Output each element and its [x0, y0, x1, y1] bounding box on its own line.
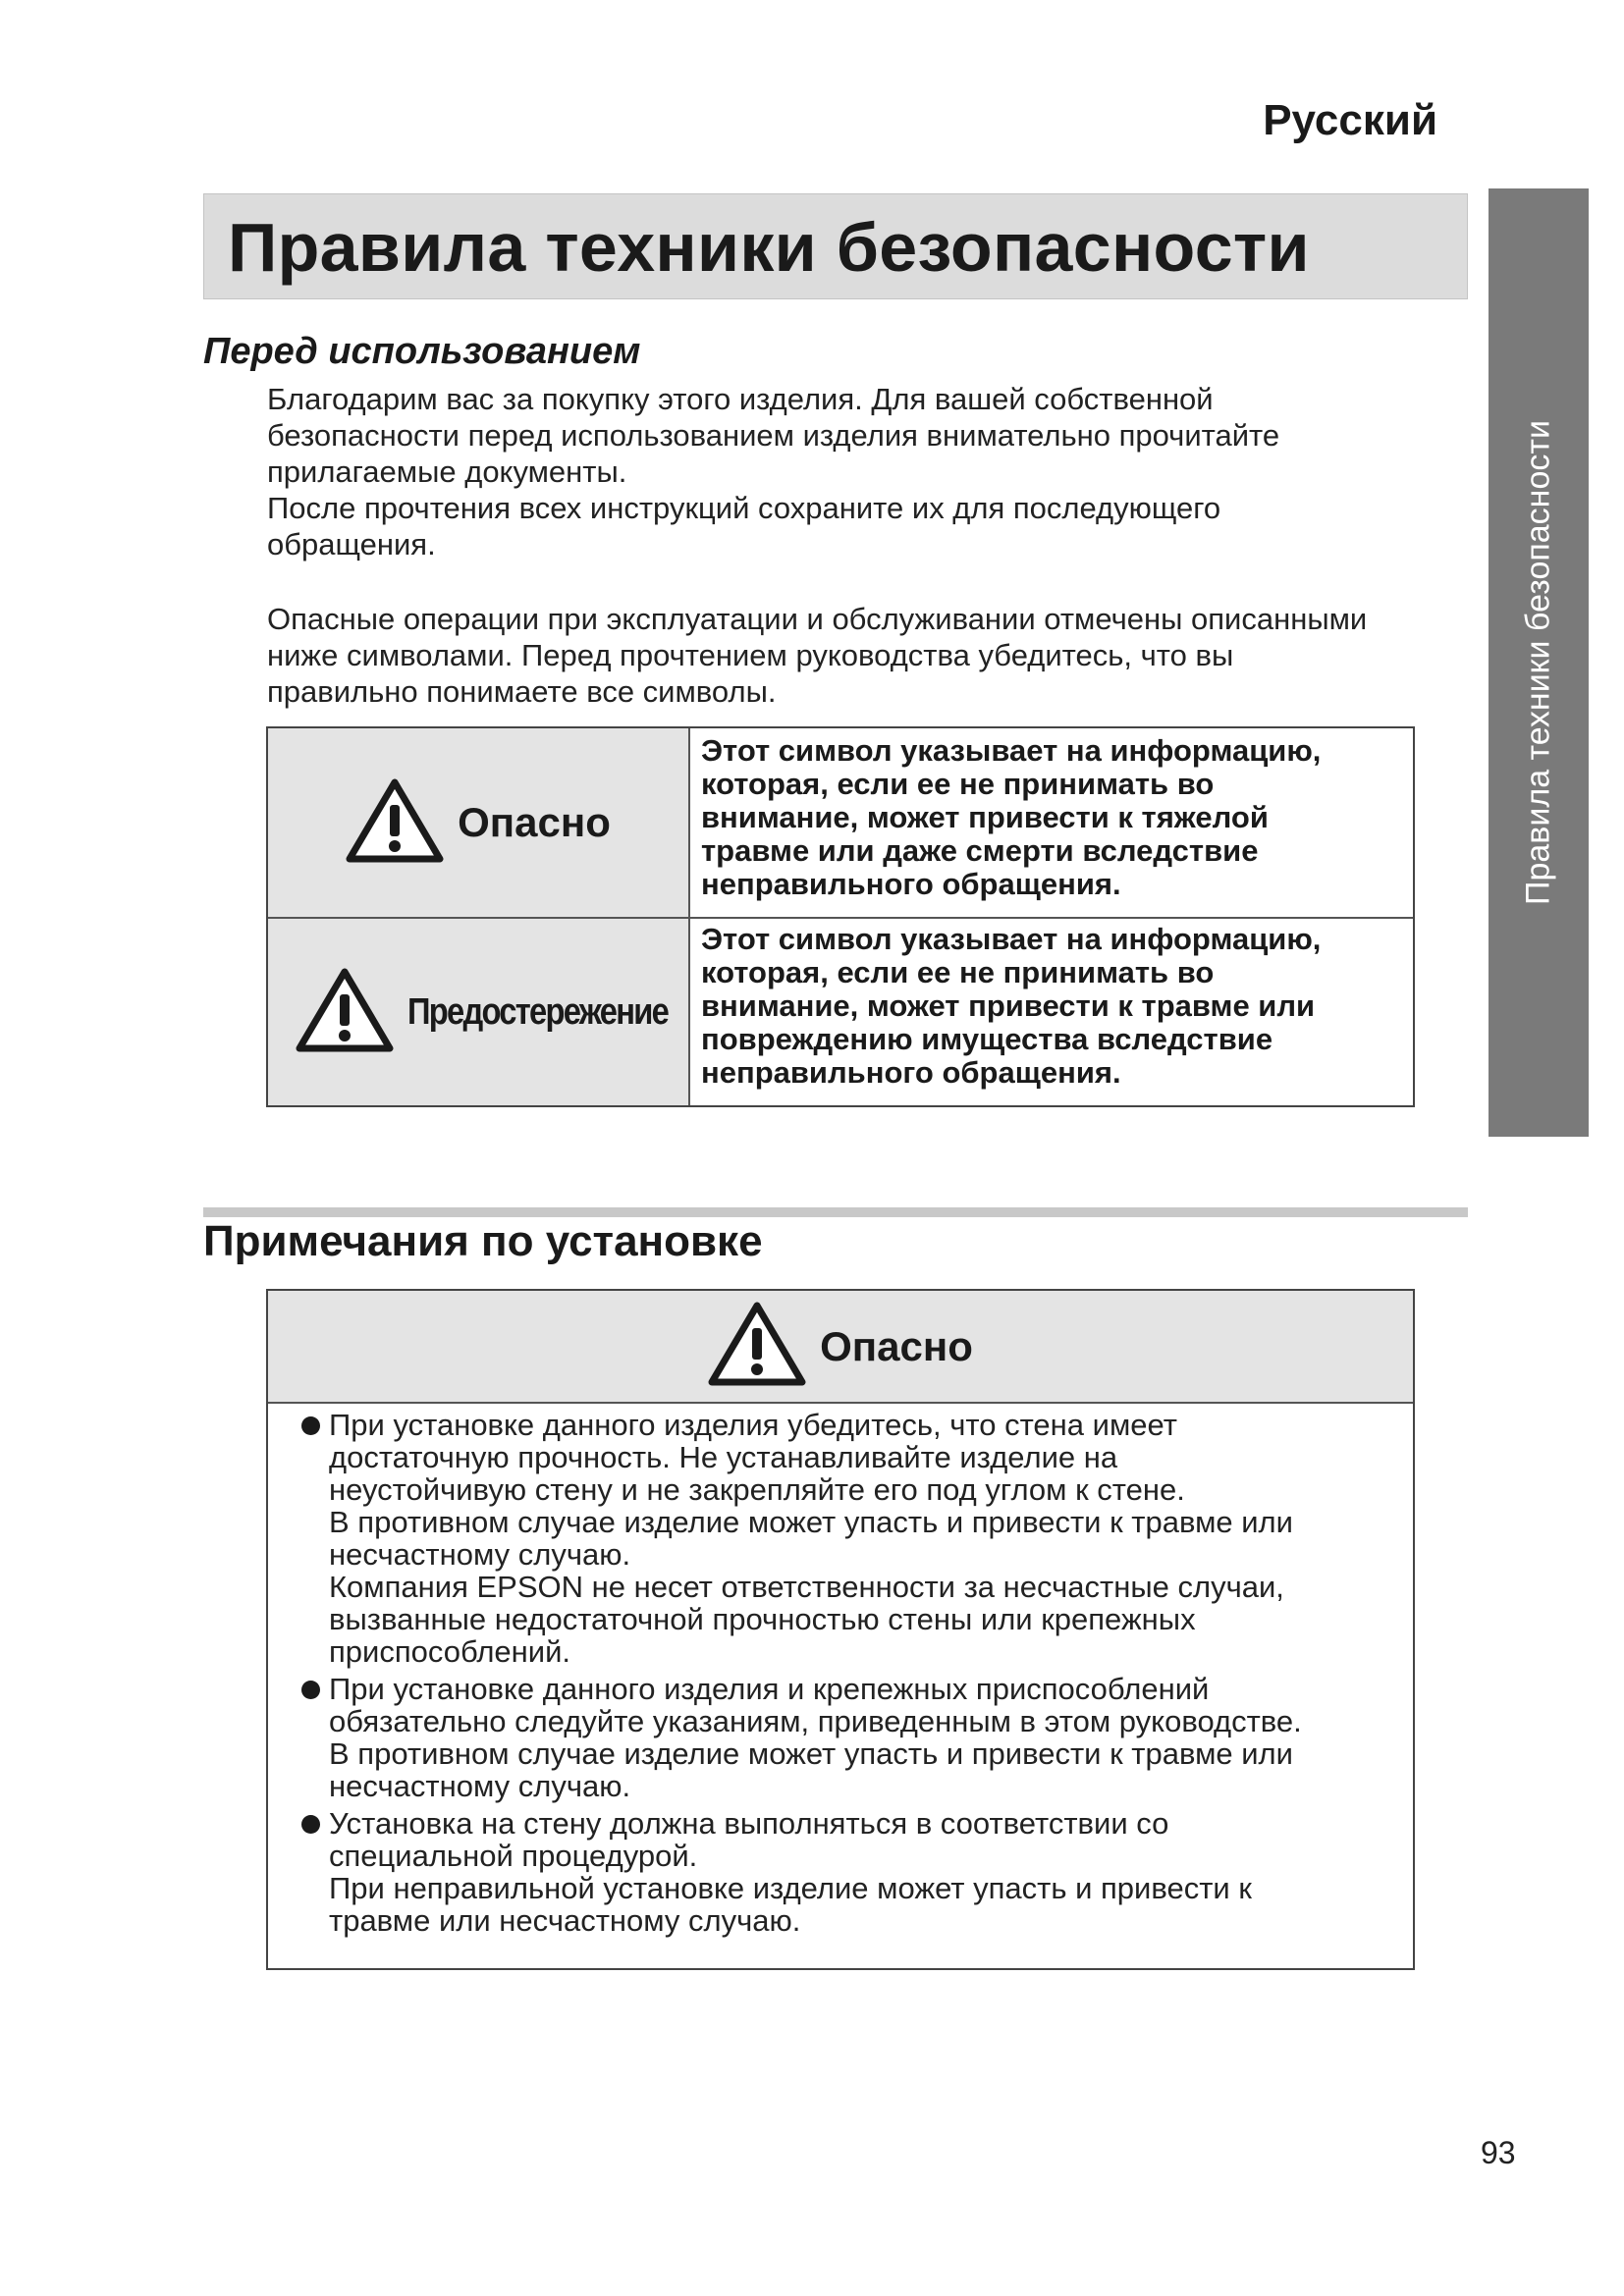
intro-heading: Перед использованием	[203, 331, 641, 372]
table-divider-horizontal	[268, 917, 1413, 919]
language-label: Русский	[1263, 96, 1437, 144]
danger-description	[701, 734, 1403, 901]
text-line: вызванные недостаточной прочностью стены или крепежных	[329, 1602, 1196, 1636]
text-line: обязательно следуйте указаниям, приведенным в этом руководстве.	[329, 1704, 1302, 1738]
text-line: неправильного обращения.	[701, 1055, 1121, 1090]
text-line: Установка на стену должна выполняться в соответствии со	[329, 1806, 1169, 1841]
installation-warning-label: Опасно	[820, 1322, 973, 1369]
text-line: специальной процедурой.	[329, 1839, 698, 1873]
text-line: При установке данного изделия убедитесь, что стена имеет	[329, 1408, 1177, 1442]
page-number: 93	[1481, 2135, 1516, 2170]
text-line: повреждению имущества вследствие	[701, 1022, 1273, 1056]
text-line: обращения.	[267, 527, 436, 561]
intro-paragraph-2	[267, 601, 1367, 710]
side-tab	[1489, 188, 1589, 1137]
text-line: ниже символами. Перед прочтением руководства убедитесь, что вы	[267, 638, 1234, 672]
text-line: Этот символ указывает на информацию,	[701, 922, 1322, 956]
bullet-icon	[301, 1416, 320, 1435]
text-line: При установке данного изделия и крепежных приспособлений	[329, 1672, 1210, 1706]
text-line: внимание, может привести к тяжелой	[701, 800, 1269, 834]
text-line: прилагаемые документы.	[267, 454, 627, 489]
installation-warning-header	[268, 1291, 1413, 1404]
symbols-table	[266, 726, 1415, 1107]
text-line: При неправильной установке изделие может упасть и привести к	[329, 1871, 1252, 1905]
text-line: Этот символ указывает на информацию,	[701, 733, 1322, 768]
text-line: После прочтения всех инструкций сохраните их для последующего	[267, 491, 1221, 525]
list-item	[299, 1409, 1399, 1668]
list-item	[299, 1807, 1399, 1937]
text-line: достаточную прочность. Не устанавливайте изделие на	[329, 1440, 1118, 1474]
bullet-icon	[301, 1815, 320, 1834]
text-line: В противном случае изделие может упасть и привести к травме или	[329, 1736, 1293, 1771]
warning-triangle-icon	[296, 968, 394, 1057]
text-line: несчастному случаю.	[329, 1537, 631, 1572]
symbol-cell-caution	[268, 919, 688, 1105]
installation-title: Примечания по установке	[203, 1217, 763, 1265]
text-line: которая, если ее не принимать во	[701, 767, 1215, 801]
section-divider	[203, 1207, 1468, 1217]
title-bar	[203, 193, 1468, 299]
bullet-icon	[301, 1681, 320, 1699]
installation-list	[299, 1409, 1399, 1942]
text-line: неустойчивую стену и не закрепляйте его под углом к стене.	[329, 1472, 1185, 1507]
side-tab-label: Правила техники безопасности	[1519, 420, 1557, 905]
text-line: неправильного обращения.	[701, 867, 1121, 901]
installation-warning-box	[266, 1289, 1415, 1970]
list-item	[299, 1673, 1399, 1802]
text-line: Компания EPSON не несет ответственности за несчастные случаи,	[329, 1570, 1284, 1604]
danger-label: Опасно	[458, 799, 611, 845]
caution-label: Предостережение	[406, 990, 668, 1033]
text-line: безопасности перед использованием изделия внимательно прочитайте	[267, 418, 1280, 453]
warning-triangle-icon	[346, 778, 444, 868]
text-line: В противном случае изделие может упасть и привести к травме или	[329, 1505, 1293, 1539]
text-line: травме или даже смерти вследствие	[701, 833, 1259, 868]
text-line: несчастному случаю.	[329, 1769, 631, 1803]
text-line: травме или несчастному случаю.	[329, 1903, 801, 1938]
page-title: Правила техники безопасности	[228, 209, 1310, 286]
symbol-cell-danger	[268, 728, 688, 917]
caution-description	[701, 923, 1403, 1090]
text-line: Опасные операции при эксплуатации и обслуживании отмечены описанными	[267, 602, 1368, 636]
text-line: Благодарим вас за покупку этого изделия. Для вашей собственной	[267, 382, 1214, 416]
intro-paragraph-1	[267, 381, 1279, 562]
text-line: приспособлений.	[329, 1634, 571, 1669]
warning-triangle-icon	[708, 1302, 806, 1391]
text-line: правильно понимаете все символы.	[267, 674, 777, 709]
text-line: которая, если ее не принимать во	[701, 955, 1215, 989]
text-line: внимание, может привести к травме или	[701, 988, 1316, 1023]
